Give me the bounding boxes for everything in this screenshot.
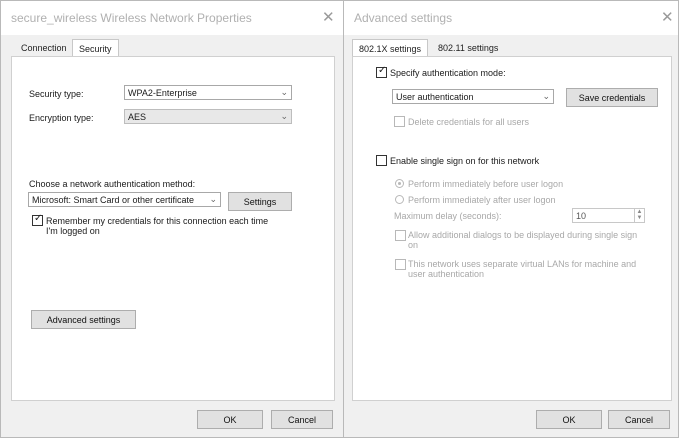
- tab-security[interactable]: Security: [72, 39, 119, 57]
- encryption-type-dropdown[interactable]: [124, 109, 292, 124]
- after-logon-label: Perform immediately after user logon: [408, 195, 556, 205]
- spin-up-icon[interactable]: ▲: [636, 209, 643, 215]
- allow-dialogs-label: Allow additional dialogs to be displayed during single sign on: [408, 230, 638, 250]
- max-delay-spinner[interactable]: [572, 208, 645, 223]
- title-bar: [1, 1, 343, 35]
- chevron-down-icon: ⌄: [542, 91, 550, 101]
- settings-button[interactable]: Settings: [228, 192, 292, 211]
- allow-dialogs-checkbox[interactable]: [395, 230, 406, 241]
- max-delay-label: Maximum delay (seconds):: [394, 211, 502, 221]
- window-title: Advanced settings: [354, 11, 453, 25]
- checkmark-icon: ✓: [34, 213, 43, 224]
- window-title: secure_wireless Wireless Network Properties: [11, 11, 252, 25]
- settings-panel: [352, 56, 672, 401]
- after-logon-radio[interactable]: [395, 195, 404, 204]
- tab-8021x-settings[interactable]: 802.1X settings: [352, 39, 428, 57]
- advanced-settings-window: [343, 0, 679, 438]
- ok-button[interactable]: OK: [197, 410, 263, 429]
- spin-down-icon[interactable]: ▼: [636, 215, 643, 221]
- auth-mode-value: User authentication: [396, 92, 474, 102]
- cancel-button[interactable]: Cancel: [608, 410, 670, 429]
- security-type-value: WPA2-Enterprise: [128, 88, 197, 98]
- chevron-down-icon: ⌄: [280, 87, 288, 97]
- advanced-settings-button[interactable]: Advanced settings: [31, 310, 136, 329]
- close-icon[interactable]: ✕: [322, 9, 335, 26]
- chevron-down-icon: ⌄: [280, 111, 288, 121]
- spin-arrows[interactable]: [634, 209, 644, 222]
- security-type-dropdown[interactable]: [124, 85, 292, 100]
- auth-method-dropdown[interactable]: [28, 192, 221, 207]
- save-credentials-button[interactable]: Save credentials: [566, 88, 658, 107]
- max-delay-value: 10: [576, 211, 587, 221]
- tab-80211-settings[interactable]: 802.11 settings: [438, 43, 499, 53]
- ok-button[interactable]: OK: [536, 410, 602, 429]
- checkmark-icon: ✓: [378, 65, 387, 76]
- security-type-label: Security type:: [29, 89, 84, 99]
- encryption-type-label: Encryption type:: [29, 113, 94, 123]
- before-logon-label: Perform immediately before user logon: [408, 179, 564, 189]
- remember-credentials-label: Remember my credentials for this connection each time I'm logged on: [46, 216, 269, 236]
- delete-credentials-checkbox[interactable]: [394, 116, 405, 127]
- chevron-down-icon: ⌄: [209, 194, 217, 204]
- separate-vlans-checkbox[interactable]: [395, 259, 406, 270]
- before-logon-radio[interactable]: [395, 179, 404, 188]
- tab-connection[interactable]: Connection: [21, 43, 67, 53]
- specify-auth-mode-label: Specify authentication mode:: [390, 68, 506, 78]
- encryption-type-value: AES: [128, 112, 147, 122]
- title-bar: [344, 1, 678, 35]
- auth-method-value: Microsoft: Smart Card or other certificate: [32, 195, 195, 205]
- cancel-button[interactable]: Cancel: [271, 410, 333, 429]
- enable-sso-label: Enable single sign on for this network: [390, 156, 540, 166]
- enable-sso-checkbox[interactable]: [376, 155, 387, 166]
- separate-vlans-label: This network uses separate virtual LANs for machine and user authentication: [408, 259, 637, 279]
- specify-auth-mode-checkbox[interactable]: [376, 67, 387, 78]
- auth-mode-dropdown[interactable]: [392, 89, 554, 104]
- delete-credentials-label: Delete credentials for all users: [408, 117, 530, 127]
- close-icon[interactable]: ✕: [661, 9, 674, 26]
- auth-method-label: Choose a network authentication method:: [29, 179, 196, 189]
- remember-credentials-checkbox[interactable]: [32, 215, 43, 226]
- radio-selected-dot: [398, 182, 401, 185]
